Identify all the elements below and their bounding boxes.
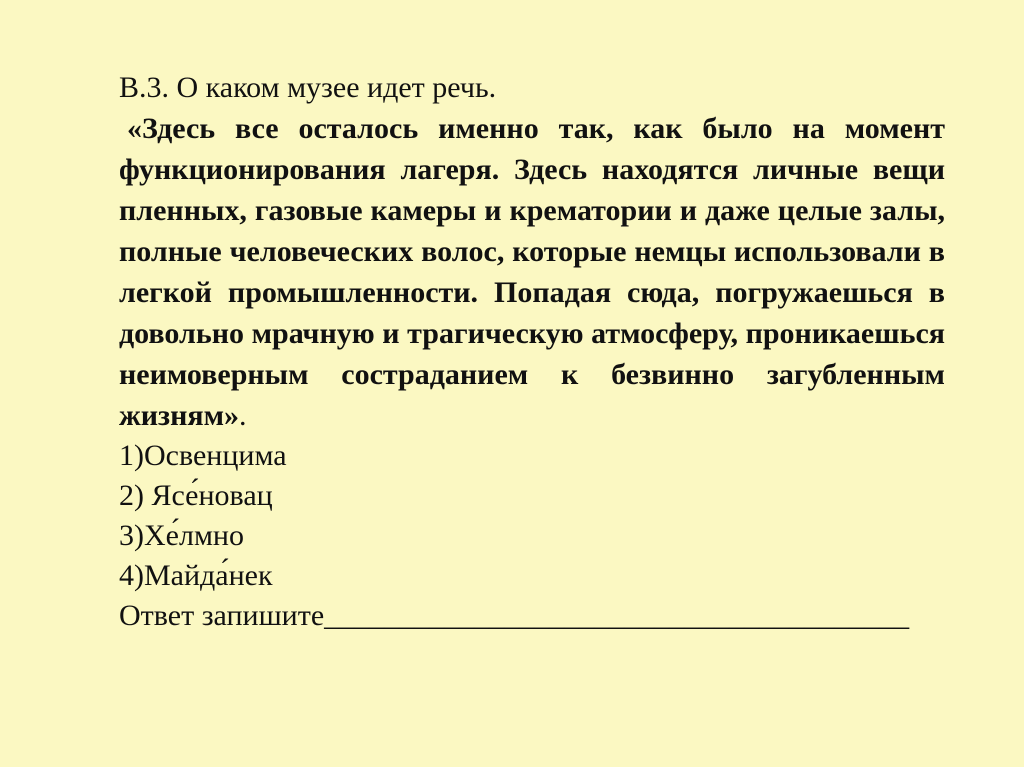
option-1: 1)Освенцима xyxy=(119,439,287,472)
question-title: В.3. О каком музее идет речь. xyxy=(119,71,497,104)
answer-line xyxy=(119,596,945,636)
quote-text: «Здесь все осталось именно так, как было на момент функционирования лагеря. Здесь находятся личные вещи пленных, газовые камеры и крематории и даже целые залы, полные человеческих волос, которые немцы использовали в легкой промышленности. Попадая сюда, погружаешься в довольно мрачную и трагическую атмосферу, проникаешься неимоверным состраданием к безвинно загубленным жизням» xyxy=(119,112,945,432)
option-2: 2) Ясе́новац xyxy=(119,479,273,512)
question-quote xyxy=(119,108,945,436)
answer-label: Ответ запишите xyxy=(119,599,325,632)
question-block xyxy=(119,68,945,636)
answer-options xyxy=(119,436,945,596)
option-3: 3)Хе́лмно xyxy=(119,519,244,552)
option-4: 4)Майда́нек xyxy=(119,559,273,592)
quote-end: . xyxy=(239,399,247,432)
answer-blank: _______________________________________ xyxy=(324,599,910,632)
